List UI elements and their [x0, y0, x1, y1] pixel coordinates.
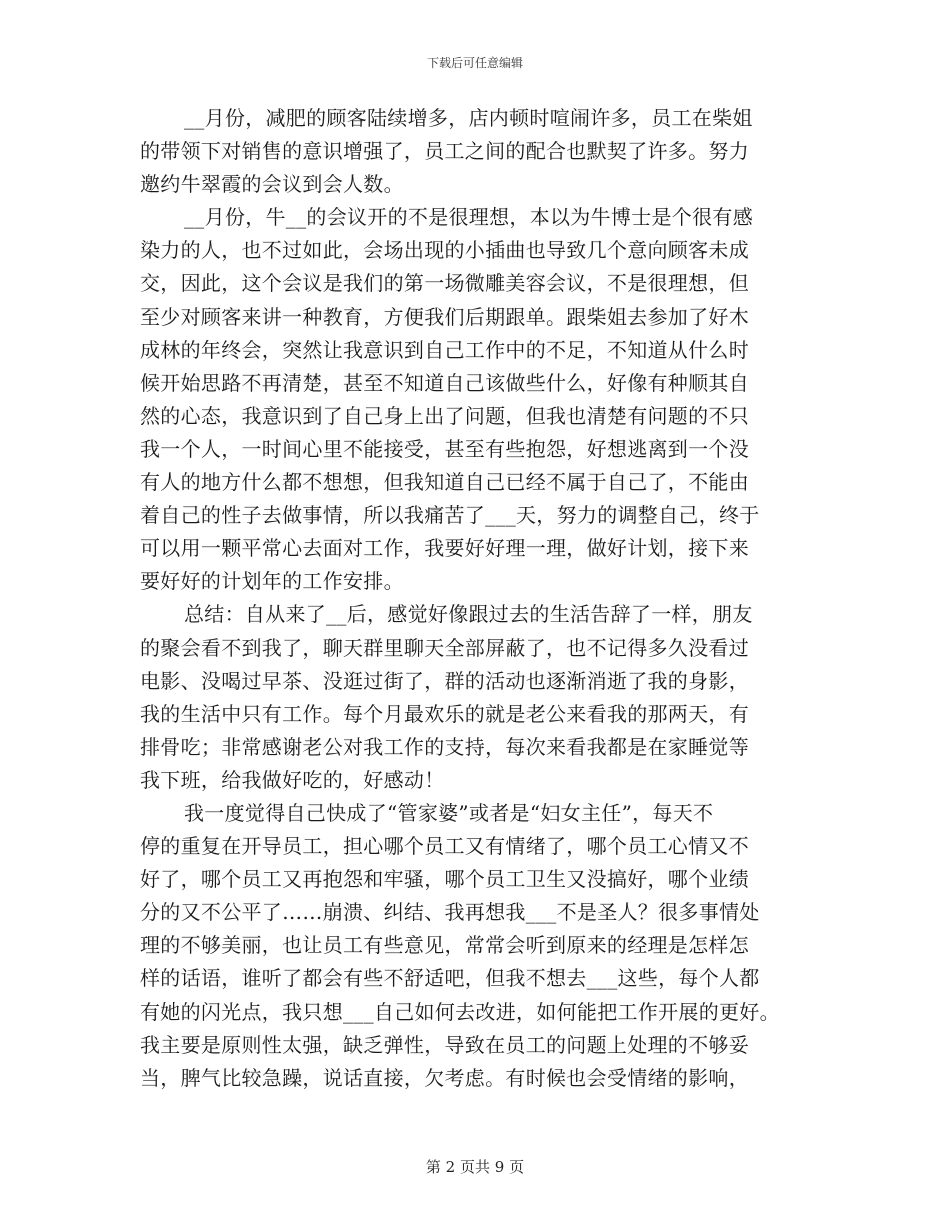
text-line: 排骨吃；非常感谢老公对我工作的支持，每次来看我都是在家睡觉等 — [140, 734, 749, 759]
text-line: 可以用一颗平常心去面对工作，我要好好理一理，做好计划，接下来 — [140, 536, 749, 561]
text-line: 我一度觉得自己快成了“管家婆”或者是“妇女主任”，每天不 — [184, 800, 714, 825]
text-line: 至少对顾客来讲一种教育，方便我们后期跟单。跟柴姐去参加了好木 — [140, 304, 749, 329]
text-line: 交，因此，这个会议是我们的第一场微雕美容会议，不是很理想，但 — [140, 271, 749, 296]
text-line: 样的话语，谁听了都会有些不舒适吧，但我不想去___这些，每个人都 — [140, 966, 760, 991]
text-line: 候开始思路不再清楚，甚至不知道自己该做些什么，好像有种顺其自 — [140, 370, 749, 395]
text-line: 好了，哪个员工又再抱怨和牢骚，哪个员工卫生又没搞好，哪个业绩 — [140, 867, 749, 892]
text-line: 分的又不公平了……崩溃、纠结、我再想我___不是圣人？很多事情处 — [140, 900, 760, 925]
text-line: 的带领下对销售的意识增强了，员工之间的配合也默契了许多。努力 — [140, 139, 749, 164]
text-line: 有她的闪光点，我只想___自己如何去改进，如何能把工作开展的更好。 — [140, 999, 780, 1024]
text-line: 然的心态，我意识到了自己身上出了问题，但我也清楚有问题的不只 — [140, 403, 749, 428]
text-line: 我的生活中只有工作。每个月最欢乐的就是老公来看我的那两天，有 — [140, 701, 749, 726]
text-line: 成林的年终会，突然让我意识到自己工作中的不足，不知道从什么时 — [140, 337, 749, 362]
text-line: __月份，减肥的顾客陆续增多，店内顿时喧闹许多，员工在柴姐 — [184, 106, 753, 130]
text-line: 我下班，给我做好吃的，好感动！ — [140, 767, 445, 792]
text-line: __月份，牛__的会议开的不是很理想，本以为牛博士是个很有感 — [184, 205, 753, 230]
text-line: 电影、没喝过早茶、没逛过街了，群的活动也逐渐消逝了我的身影， — [140, 668, 749, 693]
text-line: 当，脾气比较急躁，说话直接，欠考虑。有时候也会受情绪的影响， — [140, 1065, 749, 1090]
text-line: 停的重复在开导员工，担心哪个员工又有情绪了，哪个员工心情又不 — [140, 834, 749, 859]
text-line: 有人的地方什么都不想想，但我知道自己已经不属于自己了，不能由 — [140, 470, 749, 495]
text-line: 的聚会看不到我了，聊天群里聊天全部屏蔽了，也不记得多久没看过 — [140, 635, 749, 660]
text-line: 要好好的计划年的工作安排。 — [140, 569, 404, 594]
text-line: 理的不够美丽，也让员工有些意见，常常会听到原来的经理是怎样怎 — [140, 933, 749, 958]
page-header: 下载后可任意编辑 — [426, 56, 523, 70]
text-line: 着自己的性子去做事情，所以我痛苦了___天，努力的调整自己，终于 — [140, 503, 760, 528]
text-line: 总结：自从来了__后，感觉好像跟过去的生活告辞了一样，朋友 — [184, 602, 753, 627]
text-line: 我主要是原则性太强，缺乏弹性，导致在员工的问题上处理的不够妥 — [140, 1032, 749, 1057]
text-line: 邀约牛翠霞的会议到会人数。 — [140, 172, 404, 197]
text-line: 染力的人，也不过如此，会场出现的小插曲也导致几个意向顾客未成 — [140, 238, 749, 263]
text-line: 我一个人，一时间心里不能接受，甚至有些抱怨，好想逃离到一个没 — [140, 436, 749, 461]
page-footer: 第 2 页共 9 页 — [425, 1158, 525, 1176]
document-body — [140, 102, 812, 1095]
